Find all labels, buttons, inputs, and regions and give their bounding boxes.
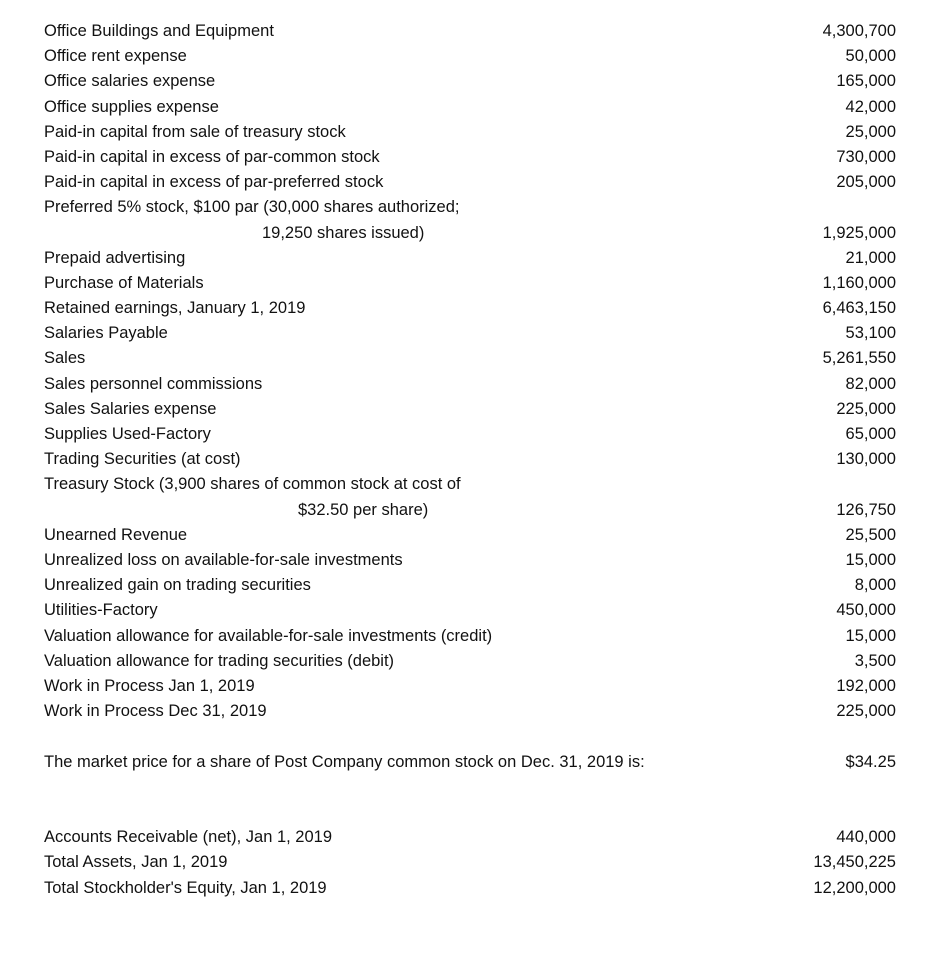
prior-year-value: 12,200,000 bbox=[813, 879, 896, 897]
account-row bbox=[44, 699, 896, 723]
market-price-label: The market price for a share of Post Company common stock on Dec. 31, 2019 is: bbox=[44, 753, 645, 771]
account-value: 82,000 bbox=[845, 375, 896, 393]
account-row-continuation bbox=[44, 498, 896, 522]
account-value: 15,000 bbox=[845, 627, 896, 645]
account-label: Sales Salaries expense bbox=[44, 400, 217, 418]
account-value: 225,000 bbox=[836, 400, 896, 418]
account-row bbox=[44, 44, 896, 68]
account-row bbox=[44, 195, 896, 219]
account-label: Paid-in capital from sale of treasury stock bbox=[44, 123, 346, 141]
account-row bbox=[44, 523, 896, 547]
prior-year-label: Total Stockholder's Equity, Jan 1, 2019 bbox=[44, 879, 327, 897]
prior-year-label: Total Assets, Jan 1, 2019 bbox=[44, 853, 228, 871]
account-value: 130,000 bbox=[836, 450, 896, 468]
account-row bbox=[44, 649, 896, 673]
account-value: 1,160,000 bbox=[822, 274, 896, 292]
account-label: Office Buildings and Equipment bbox=[44, 22, 274, 40]
account-label: Preferred 5% stock, $100 par (30,000 shares authorized; bbox=[44, 198, 460, 216]
account-value: 205,000 bbox=[836, 173, 896, 191]
account-value: 4,300,700 bbox=[822, 22, 896, 40]
account-value: 53,100 bbox=[845, 324, 896, 342]
account-label: Trading Securities (at cost) bbox=[44, 450, 241, 468]
account-label: Sales bbox=[44, 349, 86, 367]
account-row bbox=[44, 321, 896, 345]
account-row bbox=[44, 346, 896, 370]
account-label: Supplies Used-Factory bbox=[44, 425, 211, 443]
account-value: 126,750 bbox=[836, 501, 896, 519]
account-value: 25,000 bbox=[845, 123, 896, 141]
account-value: 6,463,150 bbox=[822, 299, 896, 317]
account-value: 8,000 bbox=[854, 576, 896, 594]
account-row bbox=[44, 397, 896, 421]
prior-year-row bbox=[44, 825, 896, 849]
account-value: 450,000 bbox=[836, 601, 896, 619]
account-label: Sales personnel commissions bbox=[44, 375, 263, 393]
account-label: Utilities-Factory bbox=[44, 601, 158, 619]
account-value: 21,000 bbox=[845, 249, 896, 267]
account-row bbox=[44, 271, 896, 295]
account-label: Office salaries expense bbox=[44, 72, 216, 90]
account-row bbox=[44, 548, 896, 572]
account-row bbox=[44, 145, 896, 169]
account-value: 65,000 bbox=[845, 425, 896, 443]
account-row bbox=[44, 573, 896, 597]
account-value: 15,000 bbox=[845, 551, 896, 569]
account-label: $32.50 per share) bbox=[298, 501, 429, 519]
account-value: 1,925,000 bbox=[822, 224, 896, 242]
account-label: Paid-in capital in excess of par-common stock bbox=[44, 148, 380, 166]
account-row bbox=[44, 447, 896, 471]
account-label: Valuation allowance for trading securities (debit) bbox=[44, 652, 395, 670]
account-label: Treasury Stock (3,900 shares of common stock at cost of bbox=[44, 475, 461, 493]
account-label: Purchase of Materials bbox=[44, 274, 204, 292]
account-row bbox=[44, 372, 896, 396]
account-label: Paid-in capital in excess of par-preferred stock bbox=[44, 173, 384, 191]
account-label: Unrealized loss on available-for-sale investments bbox=[44, 551, 403, 569]
account-label: Work in Process Jan 1, 2019 bbox=[44, 677, 255, 695]
prior-year-value: 440,000 bbox=[836, 828, 896, 846]
account-row bbox=[44, 120, 896, 144]
account-label: Office supplies expense bbox=[44, 98, 219, 116]
account-value: 3,500 bbox=[854, 652, 896, 670]
account-label: Unearned Revenue bbox=[44, 526, 188, 544]
account-value: 42,000 bbox=[845, 98, 896, 116]
account-row bbox=[44, 674, 896, 698]
account-label: Valuation allowance for available-for-sale investments (credit) bbox=[44, 627, 493, 645]
account-value: 25,500 bbox=[845, 526, 896, 544]
market-price-row bbox=[44, 750, 896, 774]
account-row bbox=[44, 170, 896, 194]
prior-year-row bbox=[44, 850, 896, 874]
account-value: 5,261,550 bbox=[822, 349, 896, 367]
account-row-continuation bbox=[44, 221, 896, 245]
account-row bbox=[44, 296, 896, 320]
account-row bbox=[44, 472, 896, 496]
prior-year-label: Accounts Receivable (net), Jan 1, 2019 bbox=[44, 828, 333, 846]
account-value: 225,000 bbox=[836, 702, 896, 720]
account-value: 730,000 bbox=[836, 148, 896, 166]
market-price-value: $34.25 bbox=[845, 753, 896, 771]
account-value: 50,000 bbox=[845, 47, 896, 65]
account-label: Retained earnings, January 1, 2019 bbox=[44, 299, 306, 317]
account-label: Prepaid advertising bbox=[44, 249, 186, 267]
account-label: Office rent expense bbox=[44, 47, 187, 65]
account-row bbox=[44, 246, 896, 270]
account-value: 192,000 bbox=[836, 677, 896, 695]
account-label: 19,250 shares issued) bbox=[262, 224, 425, 242]
account-label: Work in Process Dec 31, 2019 bbox=[44, 702, 267, 720]
account-label: Unrealized gain on trading securities bbox=[44, 576, 311, 594]
account-label: Salaries Payable bbox=[44, 324, 168, 342]
account-row bbox=[44, 95, 896, 119]
account-row bbox=[44, 598, 896, 622]
account-value: 165,000 bbox=[836, 72, 896, 90]
account-row bbox=[44, 19, 896, 43]
account-row bbox=[44, 422, 896, 446]
prior-year-value: 13,450,225 bbox=[813, 853, 896, 871]
account-row bbox=[44, 624, 896, 648]
account-row bbox=[44, 69, 896, 93]
prior-year-row bbox=[44, 876, 896, 900]
